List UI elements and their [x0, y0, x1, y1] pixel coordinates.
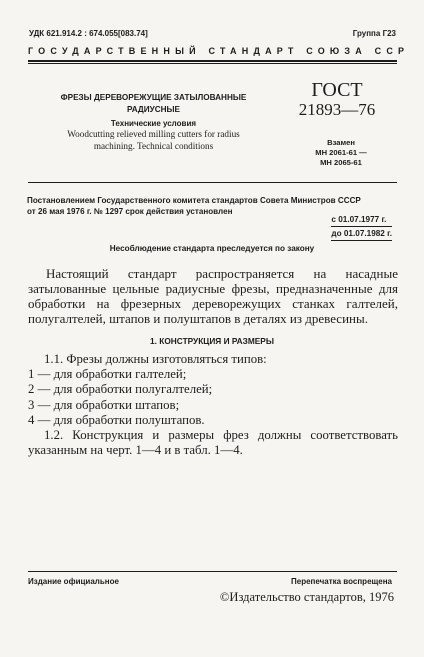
reprint-prohibited: Перепечатка воспрещена [291, 577, 392, 586]
title-divider [28, 182, 397, 183]
resolution-line-2: от 26 мая 1976 г. № 1297 срок действия установлен [27, 207, 233, 216]
gost-number-block [298, 80, 376, 120]
type-item-1: 1 — для обработки галтелей; [28, 367, 187, 382]
title-line-2: РАДИУСНЫЕ [126, 105, 181, 114]
replaces-label: Взамен [327, 138, 355, 147]
clause-1-1: 1.1. Фрезы должны изготовляться типов: [44, 352, 267, 366]
resolution-text [27, 195, 361, 217]
section-heading: 1. КОНСТРУКЦИЯ И РАЗМЕРЫ [150, 336, 274, 346]
legal-warning: Несоблюдение стандарта преследуется по закону [109, 244, 315, 253]
section-body [28, 352, 398, 458]
group-code: Группа Г23 [352, 29, 396, 38]
type-item-4: 4 — для обработки полуштапов. [28, 412, 205, 427]
replaces-line-2: МН 2065-61 [320, 158, 362, 167]
title-line-1: ФРЕЗЫ ДЕРЕВОРЕЖУЩИЕ ЗАТЫЛОВАННЫЕ [60, 93, 247, 102]
gost-label: ГОСТ [311, 79, 363, 101]
intro-paragraph: Настоящий стандарт распространяется на насадные затылованные цельные радиусные фрезы, предназначенные для обработки на фрезерных дереворежущих станках галтелей, полугалтелей, штапов и полуштапов в деталях из древесины. [28, 266, 398, 326]
state-standard-heading: ГОСУДАРСТВЕННЫЙ СТАНДАРТ СОЮЗА ССР [28, 46, 410, 56]
clause-1-2: 1.2. Конструкция и размеры фрез должны соответствовать указанным на черт. 1—4 и в табл. 1—4. [28, 428, 398, 458]
valid-to: до 01.07.1982 г. [331, 228, 392, 241]
replaces-line-1: МН 2061-61 — [315, 148, 367, 157]
validity-dates [331, 214, 392, 241]
gost-number: 21893—76 [298, 100, 376, 119]
header-rule-bottom [28, 63, 397, 64]
title-subtitle: Технические условия [110, 119, 197, 128]
header-rule-top [28, 60, 397, 62]
udk-code: УДК 621.914.2 : 674.055[083.74] [29, 29, 148, 38]
official-edition: Издание официальное [28, 577, 119, 586]
copyright: ©Издательство стандартов, 1976 [219, 590, 394, 604]
footer-rule [28, 571, 397, 572]
replaces-block [306, 138, 376, 168]
resolution-line-1: Постановлением Государственного комитета стандартов Совета Министров СССР [27, 196, 361, 205]
english-title-1: Woodcutting relieved milling cutters for radius [67, 129, 240, 139]
type-item-3: 3 — для обработки штапов; [28, 397, 180, 412]
valid-from: с 01.07.1977 г. [331, 214, 392, 227]
type-item-2: 2 — для обработки полугалтелей; [28, 382, 213, 397]
english-title-2: machining. Technical conditions [93, 141, 214, 151]
document-title [26, 92, 281, 152]
